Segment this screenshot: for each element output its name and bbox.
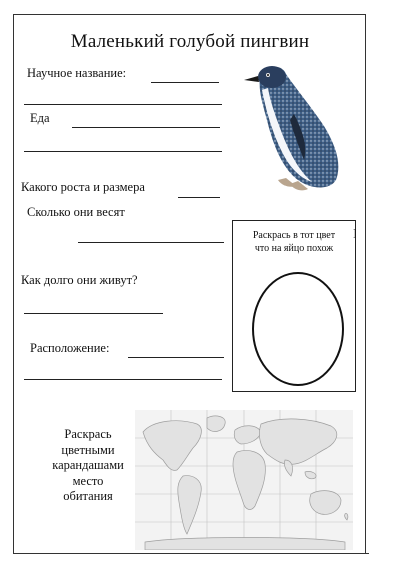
lifespan-label: Как долго они живут? (21, 273, 138, 287)
map-caption-line-5: обитания (63, 489, 113, 503)
food-label: Еда (30, 111, 50, 125)
side-mark: ] (353, 228, 357, 239)
map-caption-line-4: место (72, 473, 104, 488)
map-caption-line-1: Раскрась (64, 427, 112, 441)
map-caption-line-2: цветными (61, 442, 115, 457)
location-answer-line-2[interactable] (24, 379, 222, 380)
height-size-label: Какого роста и размера (21, 180, 145, 194)
height-size-answer-line[interactable] (178, 197, 220, 198)
map-caption (33, 427, 143, 505)
lifespan-answer-line[interactable] (24, 313, 163, 314)
page-title: Маленький голубой пингвин (70, 31, 310, 52)
egg-coloring-box (232, 220, 356, 392)
weight-answer-line[interactable] (78, 242, 224, 243)
bottom-border (13, 553, 369, 554)
penguin-image (238, 60, 350, 196)
location-label: Расположение: (30, 341, 110, 355)
egg-outline[interactable] (252, 272, 344, 386)
egg-caption (233, 229, 355, 255)
world-map-image[interactable] (135, 410, 353, 550)
food-answer-line[interactable] (72, 127, 220, 128)
scientific-name-label: Научное название: (27, 66, 127, 80)
location-answer-line[interactable] (128, 357, 224, 358)
egg-caption-line-2: что на яйцо похож (254, 243, 334, 254)
weight-label: Сколько они весят (27, 205, 125, 219)
scientific-name-answer-line[interactable] (151, 82, 219, 83)
scientific-name-answer-line-2[interactable] (24, 104, 222, 105)
food-answer-line-2[interactable] (24, 151, 222, 152)
map-caption-line-3: карандашами (52, 458, 124, 472)
egg-caption-line-1: Раскрась в тот цвет (252, 230, 336, 241)
